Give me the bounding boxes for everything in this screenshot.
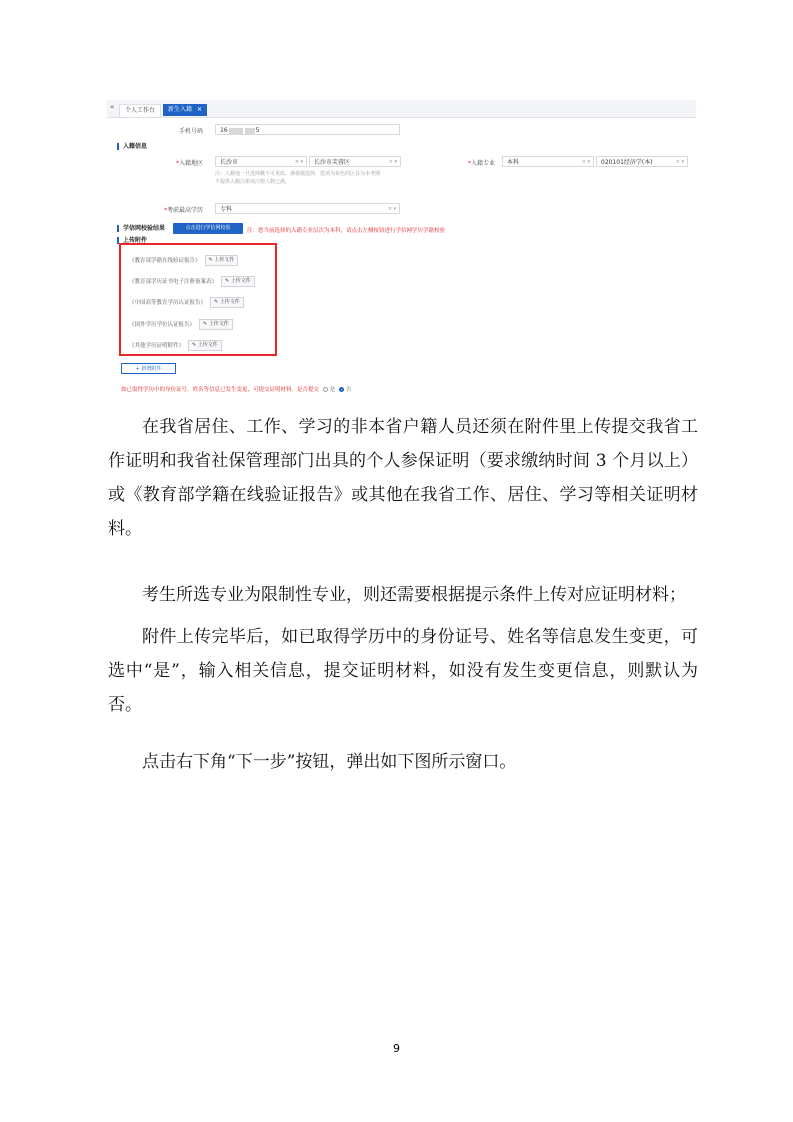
paragraph: 在我省居住、工作、学习的非本省户籍人员还须在附件里上传提交我省工作证明和我省社保管理部门出具的个人参保证明（要求缴纳时间 3 个月以上）或《教育部学籍在线验证报告》或其他在我省工作、居住、学习等相关证明材料。: [108, 417, 698, 539]
paragraph: 附件上传完毕后，如已取得学历中的身份证号、姓名等信息发生变更，可选中“是”，输入相关信息，提交证明材料，如没有发生变更信息，则默认为否。: [108, 627, 698, 715]
radio-no-label: 否: [346, 387, 352, 393]
masked-digits: [245, 128, 255, 134]
verify-label: 学信网校验结果: [117, 225, 165, 232]
clear-dropdown-icon[interactable]: × ▾: [581, 159, 590, 165]
attachment-row: [129, 319, 233, 330]
attachment-name: 《教育部学历证书电子注册备案表》: [129, 279, 218, 285]
paragraph: 考生所选专业为限制性专业，则还需要根据提示条件上传对应证明材料；: [142, 585, 686, 605]
region-district-value: 长沙市芙蓉区: [314, 159, 351, 166]
phone-suffix: 5: [255, 127, 260, 134]
clear-dropdown-icon[interactable]: × ▾: [294, 159, 303, 165]
edu-label-text: 考前最高学历: [166, 207, 203, 214]
tab-enroll-label: 新生入籍: [168, 106, 193, 113]
add-attachment-button[interactable]: + 新增附件: [121, 363, 176, 374]
embedded-screenshot: [107, 100, 696, 400]
phone-prefix: 16: [220, 127, 228, 134]
attachment-name: 《教育部学籍在线验证报告》: [129, 258, 201, 264]
region-note-line: 不提供入籍注册或注册人数已满。: [215, 179, 291, 185]
upload-button[interactable]: ✎ 上传文件: [221, 276, 255, 287]
major-level-select[interactable]: [502, 156, 594, 167]
collapse-icon[interactable]: «: [110, 103, 115, 111]
region-note: [215, 170, 415, 186]
tab-bar: [107, 100, 696, 118]
attachments-highlight: [119, 243, 277, 356]
edu-select[interactable]: [215, 203, 400, 214]
region-label: *入籍地区: [175, 160, 203, 167]
change-question-text: 如已取得学历中的身份证号、姓名等信息已发生变更，可提交证明材料。是否提交: [121, 387, 320, 393]
tab-enroll[interactable]: [163, 104, 207, 116]
region-label-text: 入籍地区: [178, 160, 203, 167]
attachment-name: 《其他学历证明附件》: [129, 343, 185, 349]
attachment-row: [129, 276, 255, 287]
clear-dropdown-icon[interactable]: × ▾: [388, 159, 397, 165]
page-number: 9: [393, 1042, 400, 1055]
edu-label: *考前最高学历: [163, 207, 203, 214]
major-level-value: 本科: [507, 159, 520, 166]
verify-button[interactable]: 点击进行学信网校验: [173, 223, 243, 234]
major-label-text: 入籍专业: [470, 160, 495, 167]
attachment-row: [129, 340, 222, 351]
attachment-name: 《国外学历学位认证报告》: [129, 322, 196, 328]
attachment-name: 《中国高等教育学历认证报告》: [129, 300, 207, 306]
upload-button[interactable]: ✎ 上传文件: [199, 319, 233, 330]
masked-digits: [229, 128, 243, 134]
upload-button[interactable]: ✎ 上传文件: [188, 340, 222, 351]
radio-no[interactable]: [339, 387, 344, 392]
close-icon[interactable]: ✕: [197, 106, 203, 113]
section-enroll-title: 入籍信息: [117, 143, 147, 150]
attachment-row: [129, 255, 238, 266]
radio-yes-label: 是: [329, 387, 336, 393]
major-name-select[interactable]: [596, 156, 688, 167]
clear-dropdown-icon[interactable]: × ▾: [675, 159, 684, 165]
major-name-value: 020101经济学(本): [601, 159, 653, 166]
paragraph: 点击右下角“下一步”按钮，弹出如下图所示窗口。: [142, 752, 517, 772]
region-city-select[interactable]: [215, 156, 307, 167]
region-note-line: 注：入籍地一旦选择概不可更改，谨慎慎选择，选项为灰色的区县为本考期: [215, 171, 381, 177]
region-city-value: 长沙市: [220, 159, 239, 166]
section-attach-title: 上传附件: [117, 237, 147, 244]
upload-button[interactable]: ✎ 上传文件: [210, 297, 244, 308]
edu-value: 专科: [220, 206, 233, 213]
attachment-row: [129, 297, 244, 308]
clear-dropdown-icon[interactable]: × ▾: [387, 206, 396, 212]
phone-label: 手机号码: [178, 128, 203, 135]
tab-home[interactable]: 个人工作台: [119, 104, 161, 118]
phone-field[interactable]: [215, 124, 400, 135]
upload-button[interactable]: ✎ 上传文件: [205, 255, 239, 266]
radio-yes[interactable]: [323, 387, 328, 392]
change-question: [121, 385, 352, 393]
region-district-select[interactable]: [309, 156, 401, 167]
major-label: *入籍专业: [467, 160, 495, 167]
verify-note: 注：您当前选择的入籍专业层次为本科，请点击左侧按钮进行学信网学历学籍校验: [247, 228, 446, 234]
